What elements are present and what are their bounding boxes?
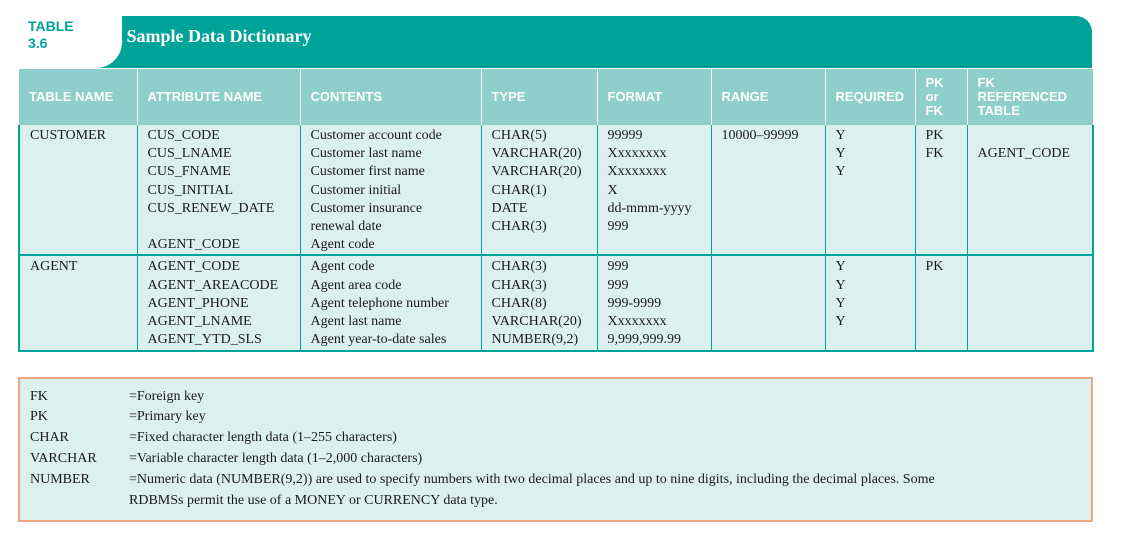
cell-value: Xxxxxxxx xyxy=(607,314,667,330)
legend-definition xyxy=(129,429,1079,447)
legend-definition xyxy=(129,450,1079,468)
cell-format xyxy=(597,125,711,255)
cell-value xyxy=(978,127,1083,145)
cell-value: Agent year-to-date sales xyxy=(310,332,447,348)
cell-value: X xyxy=(607,182,618,198)
cell-value: NUMBER(9,2) xyxy=(491,332,579,348)
cell-contents xyxy=(300,125,481,255)
column-header-line: TABLE xyxy=(977,103,1020,118)
column-header-line: or xyxy=(925,89,939,104)
column-header-table_name xyxy=(19,69,137,125)
cell-value: Y xyxy=(835,259,846,275)
cell-value: 999 xyxy=(607,259,629,275)
cell-attribute xyxy=(137,255,300,351)
cell-value: Y xyxy=(835,295,846,311)
cell-value: FK xyxy=(925,146,944,162)
header-row xyxy=(19,69,1093,125)
legend-term: PK xyxy=(30,409,48,424)
legend-definition-line: =Primary key xyxy=(129,409,206,424)
cell-value: Y xyxy=(835,164,846,180)
cell-range xyxy=(711,255,825,351)
cell-format xyxy=(597,255,711,351)
column-header-range xyxy=(711,69,825,125)
cell-pkfk xyxy=(915,125,967,255)
cell-value: CHAR(3) xyxy=(491,219,547,235)
cell-value: Agent last name xyxy=(310,314,402,330)
cell-value: Customer account code xyxy=(310,128,442,143)
cell-type xyxy=(481,255,597,351)
legend-definition-line: =Fixed character length data (1–255 characters) xyxy=(129,430,397,445)
cell-value: CUS_LNAME xyxy=(147,146,232,162)
cell-value: 999 xyxy=(607,277,629,293)
legend-term: FK xyxy=(30,389,48,404)
cell-value: Y xyxy=(835,314,846,330)
cell-value: 999-9999 xyxy=(607,295,662,311)
cell-contents xyxy=(300,255,481,351)
cell-value xyxy=(148,218,290,236)
legend-term: VARCHAR xyxy=(30,451,97,466)
table-number-label xyxy=(28,18,74,52)
cell-value: AGENT_PHONE xyxy=(147,295,249,311)
column-header-contents xyxy=(300,69,481,125)
cell-value: AGENT_YTD_SLS xyxy=(147,332,262,348)
cell-value: VARCHAR(20) xyxy=(491,146,582,162)
cell-value: DATE xyxy=(491,200,528,216)
cell-value: 9,999,999.99 xyxy=(607,332,681,348)
column-header-line: REQUIRED xyxy=(835,89,905,104)
cell-value: Y xyxy=(835,146,846,162)
cell-value: Xxxxxxxx xyxy=(607,164,667,180)
cell-value: CHAR(3) xyxy=(491,259,547,275)
cell-value: Customer initial xyxy=(310,182,402,198)
cell-value: Customer first name xyxy=(310,164,425,180)
column-header-attribute xyxy=(137,69,300,125)
cell-value: CUS_INITIAL xyxy=(147,182,234,198)
abbreviation-legend xyxy=(18,377,1093,522)
cell-value: AGENT_CODE xyxy=(147,237,241,253)
column-header-line: RANGE xyxy=(721,89,769,104)
cell-value: PK xyxy=(925,259,944,275)
data-dictionary-table xyxy=(18,69,1094,352)
column-header-line: CONTENTS xyxy=(310,89,382,104)
cell-range xyxy=(711,125,825,255)
cell-value: 10000–99999 xyxy=(721,128,799,143)
cell-value: Y xyxy=(835,277,846,293)
column-header-pkfk xyxy=(915,69,967,125)
cell-fkref xyxy=(967,255,1093,351)
legend-definition xyxy=(129,408,1079,426)
cell-value: dd-mmm-yyyy xyxy=(607,200,692,216)
column-header-line: REFERENCED xyxy=(977,89,1068,104)
column-header-required xyxy=(825,69,915,125)
table-number: 3.6 xyxy=(28,35,48,51)
legend-definition xyxy=(129,388,1079,406)
cell-value: Agent code xyxy=(310,259,375,275)
table-title: A Sample Data Dictionary xyxy=(110,26,312,46)
cell-value: CHAR(8) xyxy=(491,295,547,311)
cell-value: CUSTOMER xyxy=(30,128,106,143)
column-header-line: FORMAT xyxy=(607,89,663,104)
column-header-fkref xyxy=(967,69,1093,125)
cell-value: Y xyxy=(835,128,846,143)
table-label: TABLE xyxy=(28,18,74,34)
cell-value: renewal date xyxy=(310,219,382,235)
cell-value: Customer last name xyxy=(310,146,422,162)
cell-value: CUS_CODE xyxy=(147,128,220,143)
cell-value: CHAR(1) xyxy=(491,182,547,198)
cell-table_name xyxy=(19,255,137,351)
cell-value: CHAR(5) xyxy=(491,128,547,143)
cell-value: AGENT_LNAME xyxy=(147,314,252,330)
table-row xyxy=(19,125,1093,255)
cell-value: AGENT_CODE xyxy=(977,146,1071,162)
cell-value: CHAR(3) xyxy=(491,277,547,293)
cell-value: CUS_RENEW_DATE xyxy=(147,200,275,216)
legend-term: CHAR xyxy=(30,430,69,445)
cell-value: Agent telephone number xyxy=(310,295,449,311)
cell-value: AGENT_CODE xyxy=(147,259,241,275)
cell-value: Xxxxxxxx xyxy=(607,146,667,162)
cell-type xyxy=(481,125,597,255)
cell-value: 99999 xyxy=(607,128,643,143)
cell-fkref xyxy=(967,125,1093,255)
column-header-type xyxy=(481,69,597,125)
cell-pkfk xyxy=(915,255,967,351)
cell-value: AGENT xyxy=(30,259,78,275)
cell-value: VARCHAR(20) xyxy=(491,164,582,180)
cell-value: VARCHAR(20) xyxy=(491,314,582,330)
cell-required xyxy=(825,255,915,351)
cell-required xyxy=(825,125,915,255)
cell-attribute xyxy=(137,125,300,255)
column-header-format xyxy=(597,69,711,125)
legend-definition-line: =Numeric data (NUMBER(9,2)) are used to specify numbers with two decimal places and up to nine digits, including the decimal places. Some xyxy=(129,472,935,487)
cell-value: PK xyxy=(925,128,944,143)
cell-value: CUS_FNAME xyxy=(147,164,231,180)
column-header-line: ATTRIBUTE NAME xyxy=(147,89,263,104)
cell-value: Customer insurance xyxy=(310,200,423,216)
column-header-line: PK xyxy=(925,75,944,90)
table-header xyxy=(18,14,1092,68)
legend-definition xyxy=(129,471,1079,510)
column-header-line: TYPE xyxy=(491,89,526,104)
legend-definition-line: =Foreign key xyxy=(129,389,205,404)
legend-definition-line: RDBMSs permit the use of a MONEY or CURRENCY data type. xyxy=(129,493,498,508)
cell-value: AGENT_AREACODE xyxy=(147,277,279,293)
cell-value: Agent area code xyxy=(310,277,402,293)
cell-value: 999 xyxy=(607,219,629,235)
column-header-line: TABLE NAME xyxy=(29,89,114,104)
table-row xyxy=(19,255,1093,351)
legend-definition-line: =Variable character length data (1–2,000 characters) xyxy=(129,451,423,466)
column-header-line: FK xyxy=(925,103,943,118)
legend-term: NUMBER xyxy=(30,472,90,487)
column-header-line: FK xyxy=(977,75,995,90)
cell-table_name xyxy=(19,125,137,255)
cell-value: Agent code xyxy=(310,237,375,253)
